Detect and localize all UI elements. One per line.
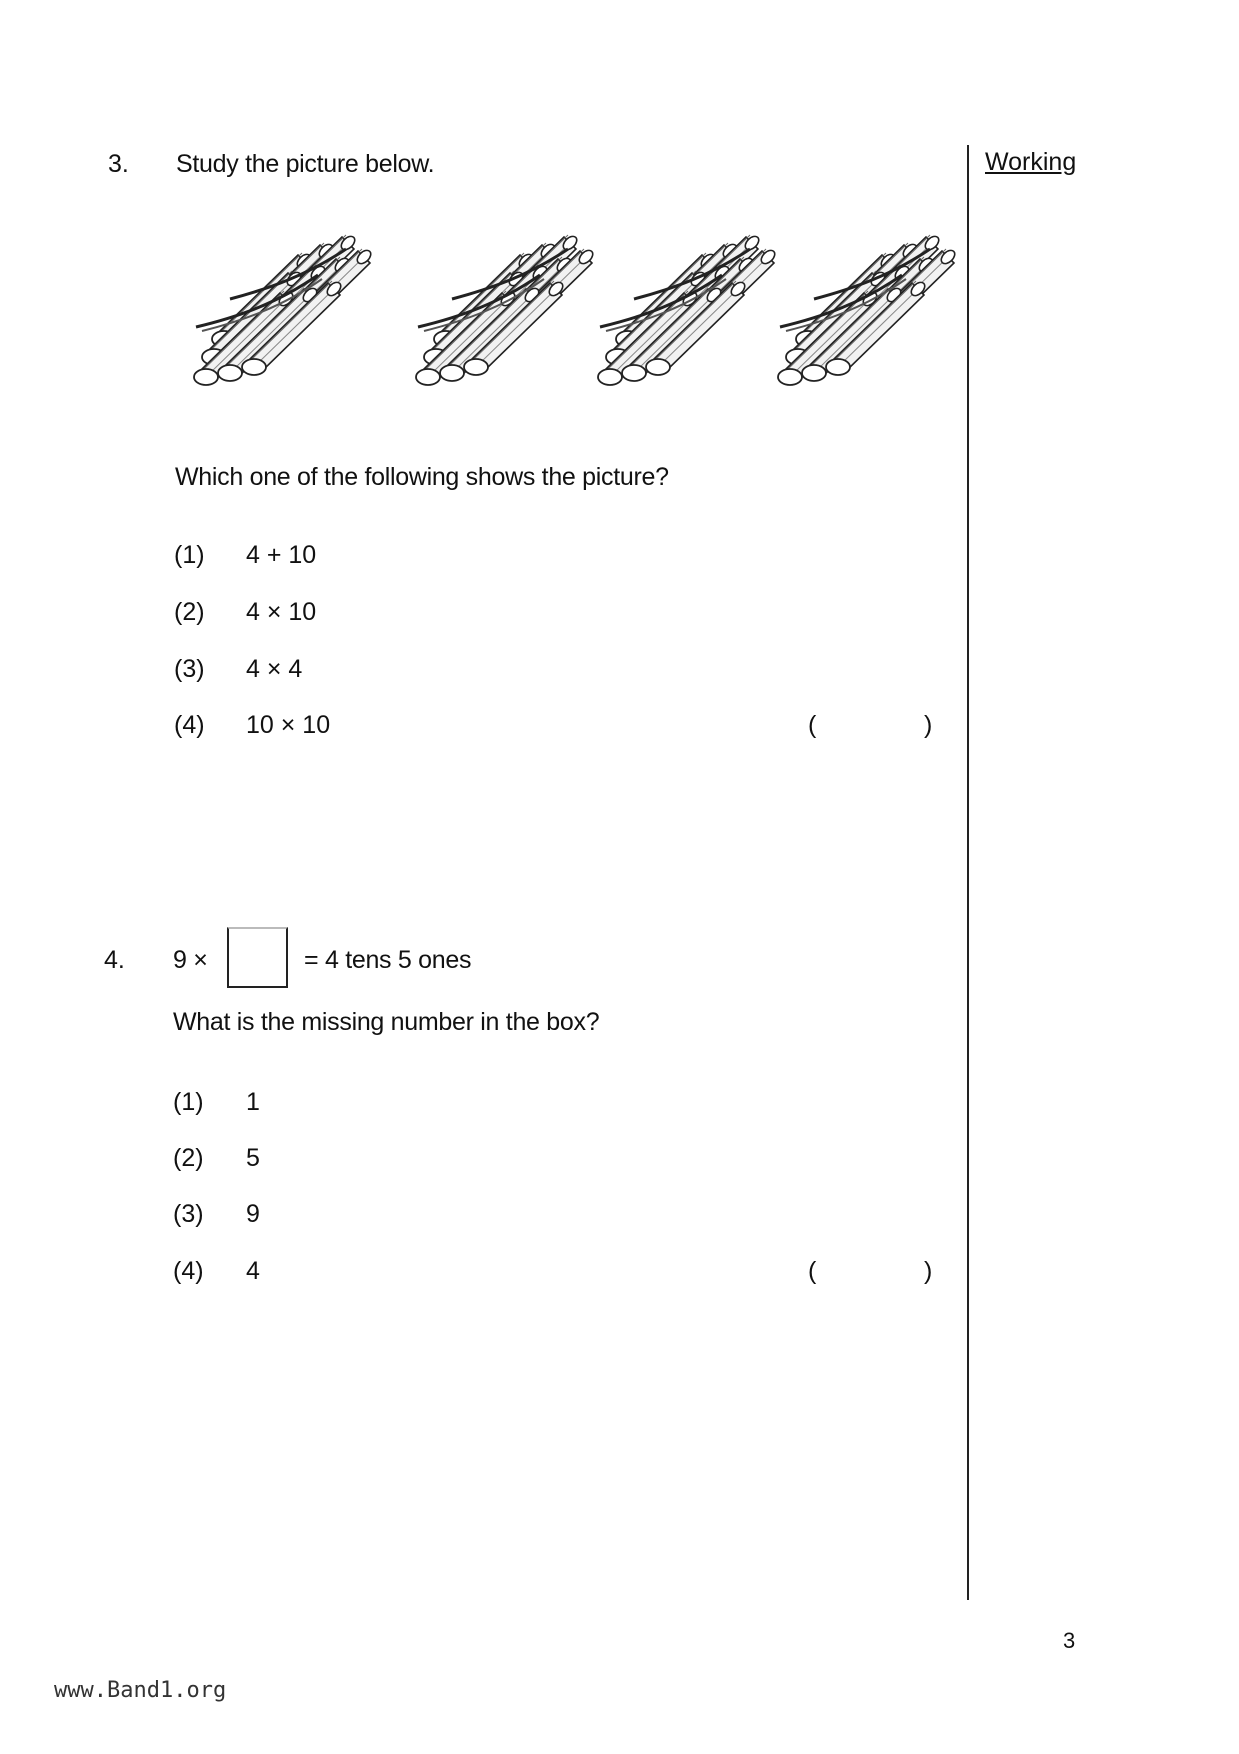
bundle-of-sticks-icon bbox=[582, 205, 782, 405]
option-value: 10 × 10 bbox=[246, 711, 331, 739]
option-value: 4 bbox=[246, 1257, 260, 1285]
option-label: (2) bbox=[173, 1144, 204, 1172]
page-number: 3 bbox=[1063, 1628, 1076, 1653]
working-column-divider bbox=[967, 145, 969, 1600]
option-label: (4) bbox=[174, 711, 205, 739]
answer-bracket-open: ( bbox=[808, 711, 817, 739]
question-4-number: 4. bbox=[104, 946, 125, 974]
equation-right: = 4 tens 5 ones bbox=[304, 946, 472, 974]
option-label: (2) bbox=[174, 598, 205, 626]
question-4-text: What is the missing number in the box? bbox=[173, 1008, 600, 1036]
bundle-of-sticks-icon bbox=[178, 205, 378, 405]
option-label: (4) bbox=[173, 1257, 204, 1285]
option-label: (1) bbox=[174, 541, 205, 569]
option-label: (1) bbox=[173, 1088, 204, 1116]
answer-bracket-close: ) bbox=[924, 1257, 933, 1285]
option-value: 1 bbox=[246, 1088, 260, 1116]
bundle-of-sticks-icon bbox=[400, 205, 600, 405]
missing-number-box[interactable] bbox=[227, 927, 288, 988]
option-label: (3) bbox=[174, 655, 205, 683]
question-3-prompt: Study the picture below. bbox=[176, 150, 435, 178]
option-value: 9 bbox=[246, 1200, 260, 1228]
answer-bracket-open: ( bbox=[808, 1257, 817, 1285]
working-label: Working bbox=[985, 148, 1077, 176]
footer-url: www.Band1.org bbox=[54, 1678, 227, 1703]
equation-left: 9 × bbox=[173, 946, 208, 974]
answer-bracket-close: ) bbox=[924, 711, 933, 739]
bundle-of-sticks-icon bbox=[762, 205, 962, 405]
option-value: 4 × 10 bbox=[246, 598, 317, 626]
option-value: 4 + 10 bbox=[246, 541, 317, 569]
option-value: 5 bbox=[246, 1144, 260, 1172]
option-value: 4 × 4 bbox=[246, 655, 303, 683]
option-label: (3) bbox=[173, 1200, 204, 1228]
question-3-number: 3. bbox=[108, 150, 129, 178]
question-3-text: Which one of the following shows the picture? bbox=[175, 463, 669, 491]
